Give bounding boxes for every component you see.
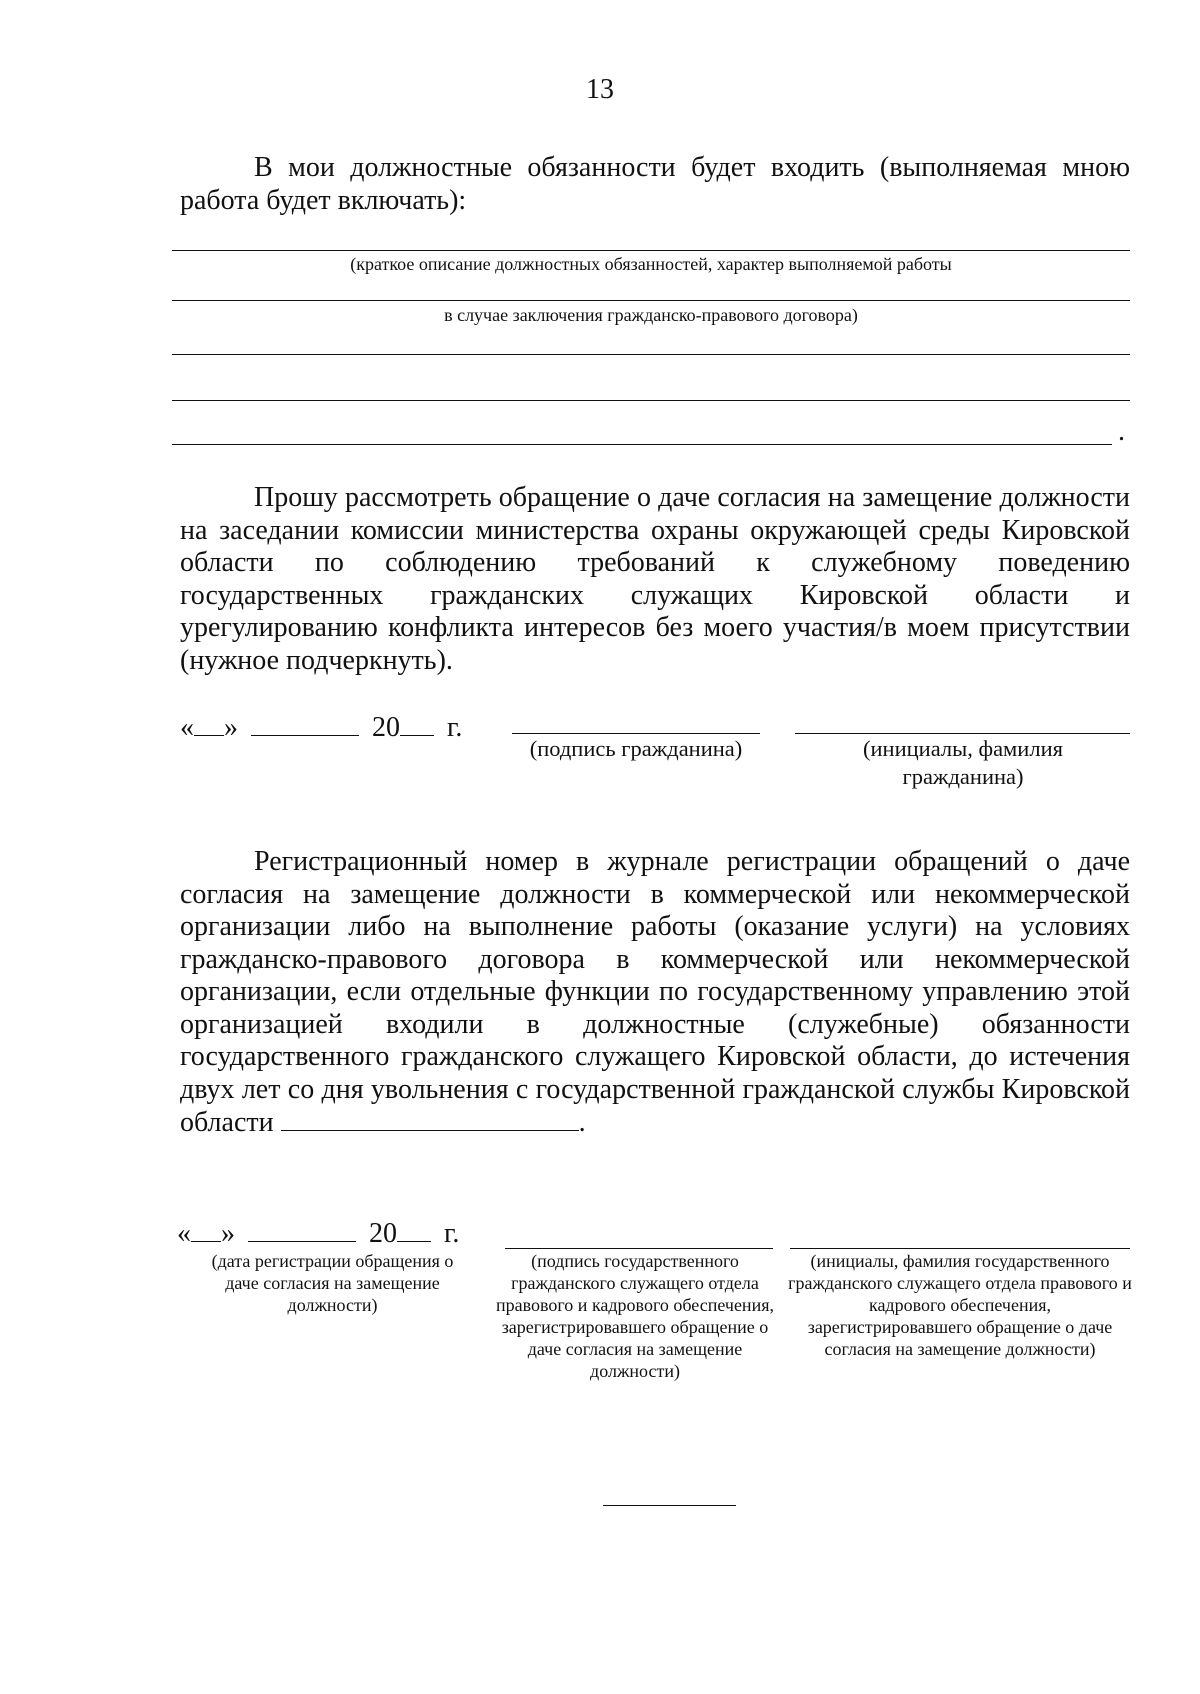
request-paragraph [180, 482, 1130, 677]
closing-divider [603, 1505, 736, 1506]
registration-date-caption: (дата регистрации обращения о даче согласия на замещение должности) [211, 1251, 454, 1315]
duties-line-2 [172, 300, 1130, 301]
date-open-quote: « [180, 712, 194, 743]
date-open-quote-2: « [177, 1218, 191, 1249]
officer-name-line [790, 1248, 1130, 1249]
citizen-name-line [795, 733, 1130, 734]
registration-text: Регистрационный номер в журнале регистрации обращений о даче согласия на замещение должности в коммерческой или некоммерческой организации либо на выполнение работы (оказание услуги) на условиях гражданско-правового договора в коммерческой или некоммерческой организации, если отдельные функции по государственному управлению этой организацией входили в должностные (служебные) обязанности государственного гражданского служащего Кировской области, до истечения двух лет со дня увольнения с государственной гражданской службы Кировской области [180, 846, 1130, 1138]
page-number: 13 [586, 74, 614, 105]
citizen-name-caption: (инициалы, фамилия гражданина) [863, 736, 1063, 789]
year-prefix-2: 20 [369, 1218, 397, 1249]
request-text: Прошу рассмотреть обращение о даче согласия на замещение должности на заседании комиссии министерства охраны окружающей среды Кировской области по соблюдению требований к служебному поведению государственных гражданских служащих Кировской области и урегулированию конфликта интересов без моего участия/в моем присутствии (нужное подчеркнуть). [180, 482, 1130, 676]
date-close-quote-2: » [221, 1218, 235, 1249]
registration-number-blank [281, 1106, 579, 1131]
citizen-signature-caption: (подпись гражданина) [529, 736, 743, 761]
registration-end-mark: . [578, 1107, 586, 1138]
day-blank-2 [191, 1219, 221, 1242]
duties-line-1 [172, 250, 1130, 251]
date-field-1 [180, 712, 462, 744]
duties-line-3 [172, 354, 1130, 355]
year-suffix: г. [447, 712, 463, 743]
year-suffix-2: г. [444, 1218, 460, 1249]
day-blank [194, 713, 224, 736]
month-blank [251, 713, 359, 736]
officer-signature-line [505, 1248, 773, 1249]
month-blank-2 [248, 1219, 356, 1242]
duties-line-5 [172, 444, 1112, 445]
year-prefix: 20 [372, 712, 400, 743]
year-blank [400, 713, 434, 736]
duties-text: В мои должностные обязанности будет входить (выполняемая мною работа будет включать): [180, 152, 1130, 216]
date-field-2 [177, 1218, 459, 1250]
year-blank-2 [397, 1219, 431, 1242]
citizen-signature-line [512, 733, 760, 734]
date-close-quote: » [224, 712, 238, 743]
duties-caption-2: в случае заключения гражданско-правового договора) [444, 305, 858, 325]
duties-line-4 [172, 400, 1130, 401]
officer-signature-caption: (подпись государственного гражданского служащего отдела правового и кадрового обеспечения, зарегистрировавшего обращение о даче согласия на замещение должности) [496, 1251, 774, 1381]
duties-end-mark: . [1118, 416, 1125, 447]
duties-paragraph [180, 152, 1130, 217]
duties-caption-1: (краткое описание должностных обязанностей, характер выполняемой работы [350, 254, 952, 274]
registration-paragraph [180, 846, 1130, 1140]
officer-name-caption: (инициалы, фамилия государственного гражданского служащего отдела правового и кадрового обеспечения, зарегистрировавшего обращение о даче согласия на замещение должности) [788, 1251, 1132, 1359]
